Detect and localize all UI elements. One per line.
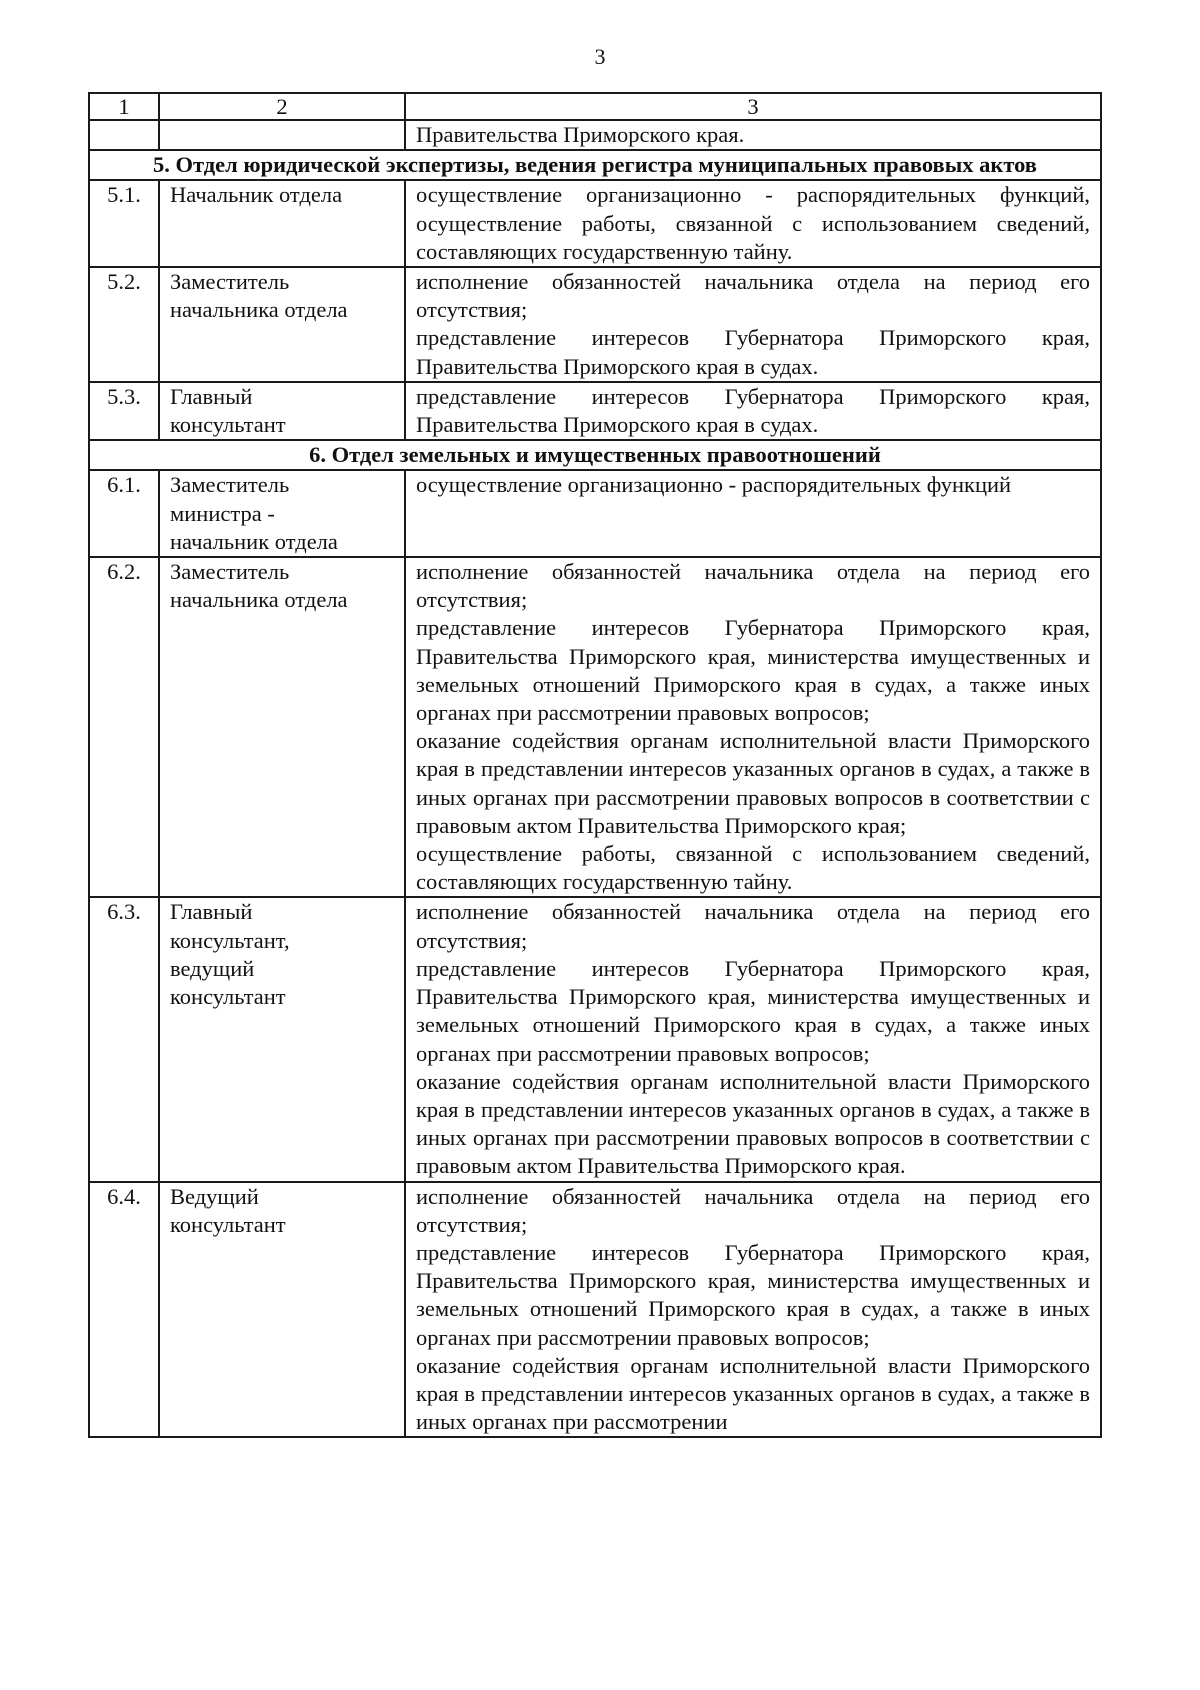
function-item: оказание содействия органам исполнительной власти Приморского края в представлении интересов указанных органов в судах, а также в иных органах при рассмотрении — [416, 1352, 1090, 1435]
functions-cell — [405, 1182, 1101, 1438]
position-line: начальника отдела — [170, 587, 348, 613]
row-number: 5.3. — [89, 382, 159, 440]
functions-cell — [405, 470, 1101, 557]
function-item: представление интересов Губернатора Приморского края, Правительства Приморского края, министерства имущественных и земельных отношений Приморского края в судах, а также иных органах при рассмотрении правовых вопросов; — [416, 955, 1090, 1066]
position-line: консультант — [170, 984, 286, 1010]
column-number-2: 2 — [159, 93, 405, 120]
position-title — [159, 180, 405, 267]
position-line: Заместитель — [170, 559, 290, 585]
continuation-row — [89, 120, 1101, 150]
table-row — [89, 897, 1101, 1181]
continuation-functions — [405, 120, 1101, 150]
position-line: Главный — [170, 899, 253, 925]
position-line: консультант, — [170, 927, 290, 953]
function-item: представление интересов Губернатора Приморского края, Правительства Приморского края в судах. — [416, 325, 1090, 379]
functions-cell — [405, 382, 1101, 440]
functions-cell — [405, 267, 1101, 382]
position-title — [159, 557, 405, 897]
position-title — [159, 897, 405, 1181]
functions-cell — [405, 557, 1101, 897]
page-number: 3 — [594, 44, 606, 69]
position-line: Ведущий — [170, 1183, 259, 1209]
function-item: осуществление работы, связанной с использованием сведений, составляющих государственную тайну. — [416, 841, 1090, 895]
functions-cell — [405, 897, 1101, 1181]
functions-cell — [405, 180, 1101, 267]
position-line: консультант — [170, 412, 286, 438]
row-number: 6.1. — [89, 470, 159, 557]
table-row — [89, 382, 1101, 440]
function-item: Правительства Приморского края. — [416, 122, 745, 147]
function-item: представление интересов Губернатора Приморского края, Правительства Приморского края, министерства имущественных и земельных отношений Приморского края в судах, а также иных органах при рассмотрении правовых вопросов; — [416, 615, 1090, 726]
position-line: Заместитель — [170, 269, 290, 295]
table-row — [89, 557, 1101, 897]
row-number: 5.1. — [89, 180, 159, 267]
section-title: 5. Отдел юридической экспертизы, ведения регистра муниципальных правовых актов — [89, 150, 1101, 180]
position-line: начальника отдела — [170, 297, 348, 323]
function-item: оказание содействия органам исполнительной власти Приморского края в представлении интересов указанных органов в судах, а также в иных органах при рассмотрении правовых вопросов в соответствии с правовым актом Правительства Приморского края. — [416, 1068, 1090, 1179]
position-title — [159, 267, 405, 382]
position-line: Главный — [170, 383, 253, 409]
position-line: ведущий — [170, 955, 255, 981]
function-item: исполнение обязанностей начальника отдела на период его отсутствия; — [416, 559, 1090, 613]
table-row — [89, 1182, 1101, 1438]
continuation-num — [89, 120, 159, 150]
column-number-1: 1 — [89, 93, 159, 120]
position-line: консультант — [170, 1211, 286, 1237]
function-item: исполнение обязанностей начальника отдела на период его отсутствия; — [416, 1183, 1090, 1237]
position-line: министра - — [170, 500, 275, 526]
position-title — [159, 470, 405, 557]
function-item: исполнение обязанностей начальника отдела на период его отсутствия; — [416, 269, 1090, 323]
continuation-position — [159, 120, 405, 150]
table-body — [89, 93, 1101, 1437]
function-item: оказание содействия органам исполнительной власти Приморского края в представлении интересов указанных органов в судах, а также в иных органах при рассмотрении правовых вопросов в соответствии с правовым актом Правительства Приморского края; — [416, 728, 1090, 838]
function-item: представление интересов Губернатора Приморского края, Правительства Приморского края, министерства имущественных и земельных отношений Приморского края в судах, а также в иных органах при рассмотрении правовых вопросов; — [416, 1239, 1090, 1350]
position-line: Начальник отдела — [170, 182, 343, 208]
function-item: осуществление организационно - распорядительных функций — [416, 472, 1012, 498]
position-title — [159, 1182, 405, 1438]
row-number: 6.3. — [89, 897, 159, 1181]
function-item: исполнение обязанностей начальника отдела на период его отсутствия; — [416, 899, 1090, 953]
table-row — [89, 470, 1101, 557]
row-number: 6.4. — [89, 1182, 159, 1438]
row-number: 5.2. — [89, 267, 159, 382]
table-row — [89, 180, 1101, 267]
section-title: 6. Отдел земельных и имущественных правоотношений — [89, 440, 1101, 470]
function-item: осуществление организационно - распорядительных функций, осуществление работы, связанной с использованием сведений, составляющих государственную тайну. — [416, 182, 1090, 264]
column-number-row — [89, 93, 1101, 120]
row-number: 6.2. — [89, 557, 159, 897]
function-item: представление интересов Губернатора Приморского края, Правительства Приморского края в судах. — [416, 383, 1090, 438]
position-line: начальник отдела — [170, 528, 338, 554]
section-header-row — [89, 150, 1101, 180]
position-line: Заместитель — [170, 472, 290, 498]
position-title — [159, 382, 405, 440]
section-header-row — [89, 440, 1101, 470]
column-number-3: 3 — [405, 93, 1101, 120]
table-row — [89, 267, 1101, 382]
duties-table — [88, 92, 1102, 1438]
